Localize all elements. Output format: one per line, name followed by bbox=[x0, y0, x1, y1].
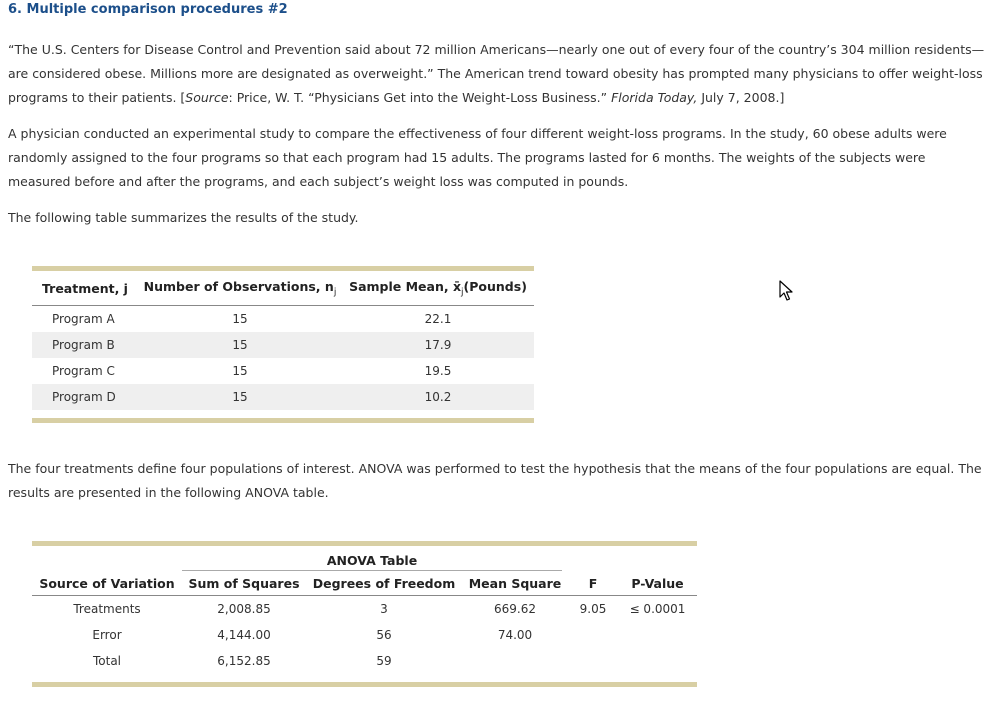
table-intro-paragraph: The following table summarizes the results of the study. bbox=[8, 210, 359, 225]
header-p: P-Value bbox=[631, 575, 684, 591]
study-paragraph: A physician conducted an experimental study to compare the effectiveness of four different weight-loss programs. In the study, 60 obese adults were randomly assigned to the four programs so that each program had 15 adults. The programs lasted for 6 months. The weights of the subjects were measured before and after the programs, and each subject’s weight loss was computed in pounds. bbox=[8, 126, 947, 189]
anova-header-row bbox=[32, 571, 697, 596]
summary-table bbox=[32, 266, 534, 423]
summary-header-row bbox=[32, 271, 534, 306]
header-df: Degrees of Freedom bbox=[312, 575, 456, 591]
header-ss: Sum of Squares bbox=[188, 575, 300, 591]
journal-name: Florida Today, bbox=[611, 90, 698, 105]
ss-cell: 2,008.85 bbox=[217, 602, 271, 616]
df-cell: 59 bbox=[376, 654, 392, 668]
anova-intro-paragraph: The four treatments define four populations of interest. ANOVA was performed to test the hypothesis that the means of the four populations are equal. The results are presented in the following ANOVA table. bbox=[8, 461, 982, 500]
mean-cell: 22.1 bbox=[424, 312, 452, 326]
page-title: 6. Multiple comparison procedures #2 bbox=[8, 2, 288, 17]
observations-cell: 15 bbox=[232, 312, 248, 326]
table-row bbox=[32, 358, 534, 384]
observations-cell: 15 bbox=[232, 338, 248, 352]
treatment-cell: Program B bbox=[52, 338, 115, 352]
anova-caption: ANOVA Table bbox=[182, 546, 562, 571]
anova-table bbox=[32, 541, 697, 687]
header-f: F bbox=[588, 575, 598, 591]
intro-text: “The U.S. Centers for Disease Control and Prevention said about 72 million Americans—nearly one out of every four of the country’s 304 million residents—are considered obese. Millions more are designated as overweight.” The American trend toward obesity has prompted many physicians to offer weight-loss programs to their patients. [ bbox=[8, 42, 985, 105]
source-text: : Price, W. T. “Physicians Get into the Weight-Loss Business.” bbox=[228, 90, 612, 105]
mouse-cursor-icon bbox=[779, 280, 793, 306]
table-row bbox=[32, 648, 697, 674]
header-sample-mean: Sample Mean, $x̄_j(Pounds)$ bbox=[349, 278, 527, 298]
source-date: July 7, 2008.] bbox=[697, 90, 785, 105]
source-label: Source bbox=[185, 90, 229, 105]
ss-cell: 6,152.85 bbox=[217, 654, 271, 668]
header-observations: Number of Observations, $n_j$ bbox=[143, 278, 337, 298]
observations-cell: 15 bbox=[232, 364, 248, 378]
table-row bbox=[32, 384, 534, 410]
source-cell: Treatments bbox=[73, 602, 141, 616]
ms-cell: 669.62 bbox=[494, 602, 536, 616]
table-row bbox=[32, 596, 697, 622]
table-row bbox=[32, 332, 534, 358]
treatment-cell: Program C bbox=[52, 364, 115, 378]
ms-cell: 74.00 bbox=[497, 628, 533, 642]
observations-cell: 15 bbox=[232, 390, 248, 404]
df-cell: 3 bbox=[380, 602, 388, 616]
intro-paragraph bbox=[8, 38, 988, 110]
header-ms: Mean Square bbox=[468, 575, 562, 591]
source-cell: Error bbox=[92, 628, 122, 642]
header-source: Source of Variation bbox=[39, 575, 175, 591]
mean-cell: 10.2 bbox=[424, 390, 452, 404]
treatment-cell: Program D bbox=[52, 390, 116, 404]
mean-cell: 19.5 bbox=[424, 364, 452, 378]
p-cell: ≤ 0.0001 bbox=[629, 602, 686, 616]
source-cell: Total bbox=[92, 654, 122, 668]
ss-cell: 4,144.00 bbox=[217, 628, 271, 642]
table-row bbox=[32, 622, 697, 648]
mean-cell: 17.9 bbox=[424, 338, 452, 352]
f-cell: 9.05 bbox=[579, 602, 607, 616]
header-treatment: Treatment, j bbox=[42, 280, 128, 296]
df-cell: 56 bbox=[376, 628, 392, 642]
table-row bbox=[32, 306, 534, 332]
treatment-cell: Program A bbox=[52, 312, 115, 326]
